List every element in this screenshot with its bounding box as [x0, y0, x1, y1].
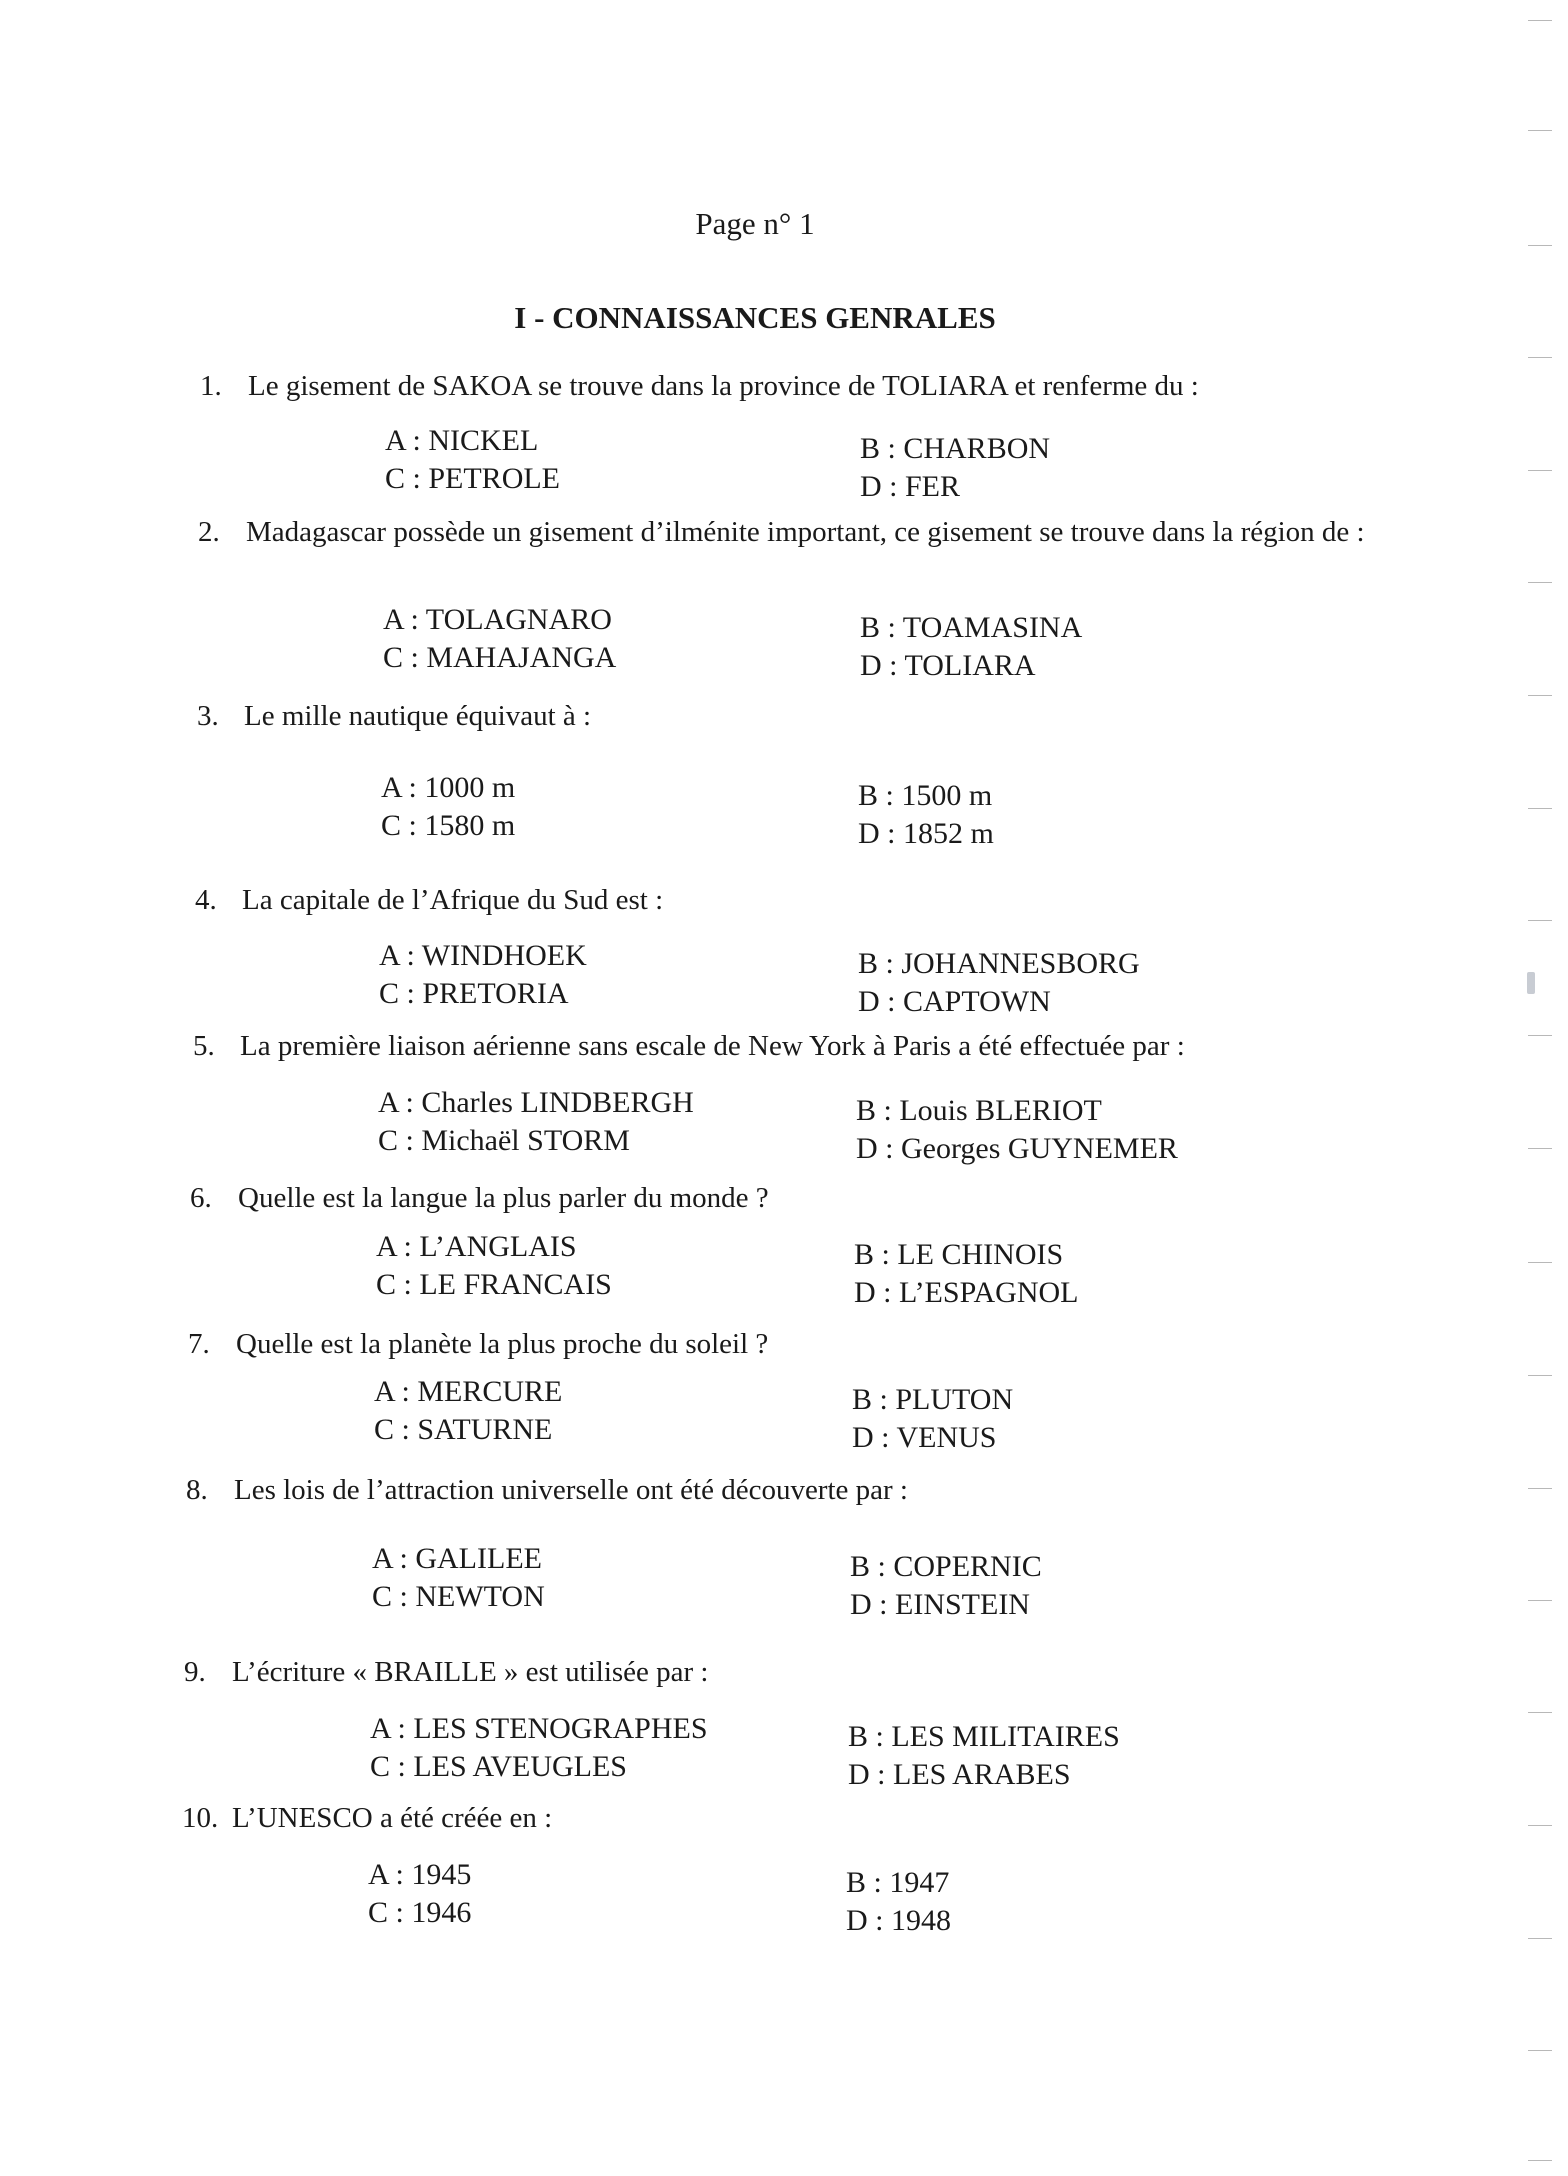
option-a: A : LES STENOGRAPHES	[370, 1712, 708, 1745]
option-a: A : NICKEL	[385, 424, 539, 457]
question-number: 3.	[197, 700, 219, 732]
question-number: 8.	[186, 1474, 208, 1506]
section-title: I - CONNAISSANCES GENRALES	[514, 300, 996, 335]
option-d: D : EINSTEIN	[850, 1588, 1030, 1621]
option-b: B : PLUTON	[852, 1383, 1014, 1416]
question-text: L’écriture « BRAILLE » est utilisée par :	[232, 1656, 709, 1688]
question-number: 7.	[188, 1328, 210, 1360]
option-d: D : TOLIARA	[860, 649, 1036, 682]
option-a: A : 1000 m	[381, 771, 516, 804]
option-c: C : LE FRANCAIS	[376, 1268, 612, 1301]
option-a: A : 1945	[368, 1858, 472, 1891]
option-b: B : 1947	[846, 1866, 950, 1899]
option-d: D : L’ESPAGNOL	[854, 1276, 1079, 1309]
option-b: B : LES MILITAIRES	[848, 1720, 1120, 1753]
option-b: B : CHARBON	[860, 432, 1051, 465]
question-number: 1.	[200, 370, 222, 402]
option-b: B : Louis BLERIOT	[856, 1094, 1102, 1127]
question-number: 2.	[198, 516, 220, 548]
option-d: D : CAPTOWN	[858, 985, 1051, 1018]
question-text: Quelle est la planète la plus proche du soleil ?	[236, 1328, 769, 1360]
option-c: C : NEWTON	[372, 1580, 545, 1613]
page-number: Page n° 1	[695, 206, 815, 241]
option-c: C : 1580 m	[381, 809, 516, 842]
option-c: C : PETROLE	[385, 462, 561, 495]
option-b: B : JOHANNESBORG	[858, 947, 1140, 980]
option-c: C : PRETORIA	[379, 977, 569, 1010]
question-text: Madagascar possède un gisement d’ilménite important, ce gisement se trouve dans la région de :	[246, 516, 1365, 548]
question-text: Le gisement de SAKOA se trouve dans la province de TOLIARA et renferme du :	[248, 370, 1199, 402]
option-c: C : LES AVEUGLES	[370, 1750, 627, 1783]
option-a: A : L’ANGLAIS	[376, 1230, 577, 1263]
option-a: A : WINDHOEK	[379, 939, 587, 972]
option-c: C : Michaël STORM	[378, 1124, 630, 1157]
option-d: D : VENUS	[852, 1421, 997, 1454]
question-text: Les lois de l’attraction universelle ont été découverte par :	[234, 1474, 908, 1506]
option-d: D : FER	[860, 470, 961, 503]
question-text: Le mille nautique équivaut à :	[244, 700, 592, 732]
scan-blot	[1527, 972, 1535, 994]
option-d: D : Georges GUYNEMER	[856, 1132, 1178, 1165]
option-c: C : MAHAJANGA	[383, 641, 617, 674]
question-text: Quelle est la langue la plus parler du monde ?	[238, 1182, 769, 1214]
option-a: A : MERCURE	[374, 1375, 563, 1408]
question-number: 4.	[195, 884, 217, 916]
option-a: A : GALILEE	[372, 1542, 542, 1575]
question-number: 5.	[193, 1030, 215, 1062]
option-c: C : SATURNE	[374, 1413, 553, 1446]
question-number: 10.	[182, 1802, 219, 1834]
option-d: D : LES ARABES	[848, 1758, 1071, 1791]
question-number: 6.	[190, 1182, 212, 1214]
question-number: 9.	[184, 1656, 206, 1688]
option-a: A : TOLAGNARO	[383, 603, 612, 636]
question-text: La première liaison aérienne sans escale de New York à Paris a été effectuée par :	[240, 1030, 1185, 1062]
option-d: D : 1852 m	[858, 817, 994, 850]
option-b: B : TOAMASINA	[860, 611, 1083, 644]
option-c: C : 1946	[368, 1896, 472, 1929]
option-b: B : COPERNIC	[850, 1550, 1042, 1583]
option-b: B : LE CHINOIS	[854, 1238, 1064, 1271]
option-d: D : 1948	[846, 1904, 951, 1937]
question-text: L’UNESCO a été créée en :	[232, 1802, 553, 1834]
option-b: B : 1500 m	[858, 779, 993, 812]
option-a: A : Charles LINDBERGH	[378, 1086, 694, 1119]
question-text: La capitale de l’Afrique du Sud est :	[242, 884, 664, 916]
